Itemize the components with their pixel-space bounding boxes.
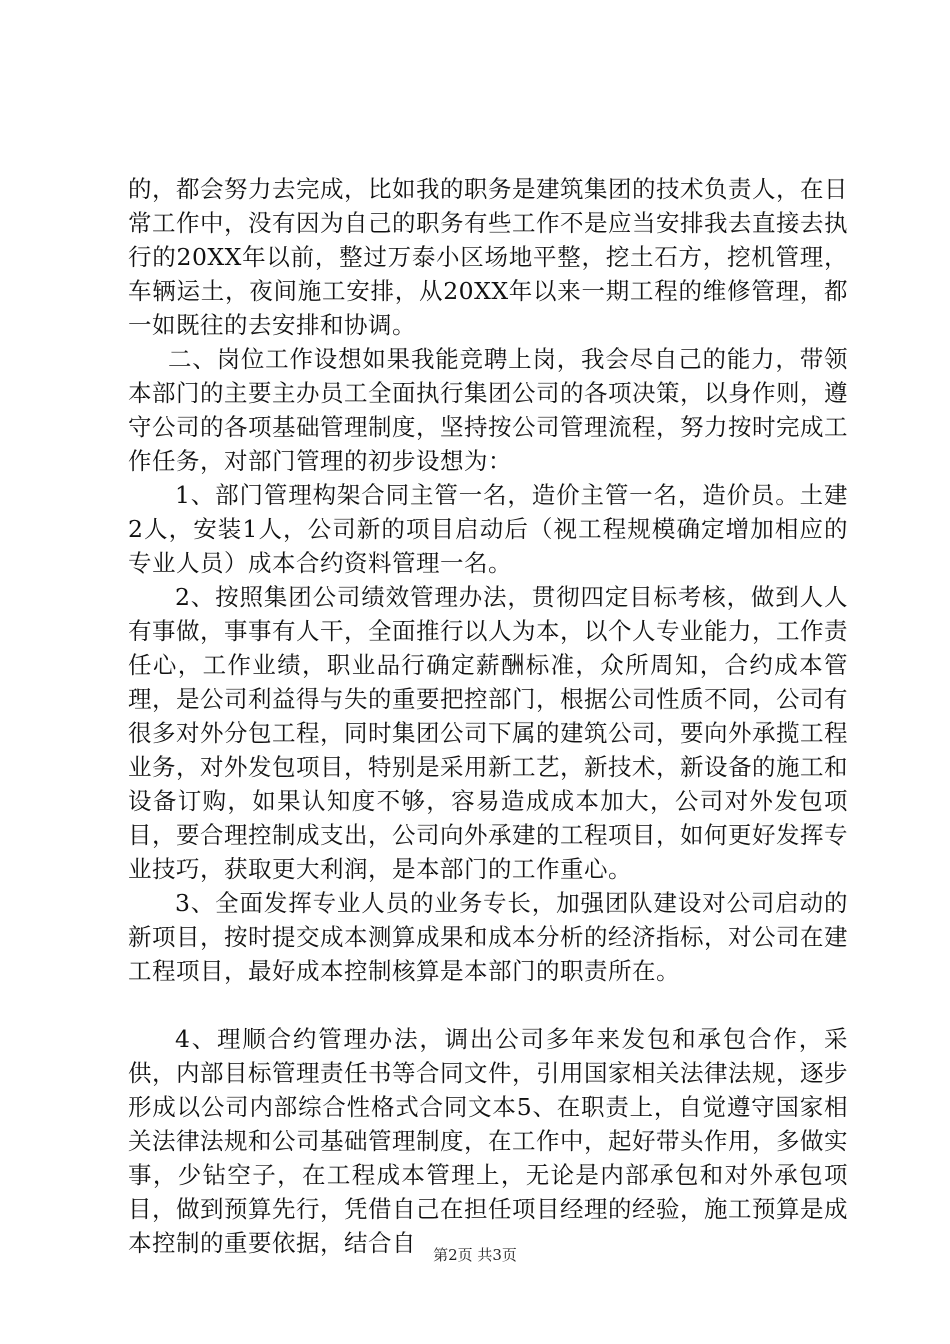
paragraph-continuation: 的，都会努力去完成，比如我的职务是建筑集团的技术负责人，在日常工作中，没有因为自己的职务有些工作不是应当安排我去直接去执行的20XX年以前，整过万泰小区场地平整，挖土石方，挖机管理，车辆运土，夜间施工安排，从20XX年以来一期工程的维修管理，都一如既往的去安排和协调。 [128, 175, 848, 339]
document-body [128, 172, 848, 1260]
paragraph-item-2: 2、按照集团公司绩效管理办法，贯彻四定目标考核，做到人人有事做，事事有人干，全面推行以人为本，以个人专业能力，工作责任心，工作业绩，职业品行确定薪酬标准，众所周知，合约成本管理，是公司利益得与失的重要把控部门，根据公司性质不同，公司有很多对外分包工程，同时集团公司下属的建筑公司，要向外承揽工程业务，对外发包项目，特别是采用新工艺，新技术，新设备的施工和设备订购，如果认知度不够，容易造成成本加大，公司对外发包项目，要合理控制成支出，公司向外承建的工程项目，如何更好发挥专业技巧，获取更大利润，是本部门的工作重心。 [128, 583, 848, 883]
paragraph-item-1: 1、部门管理构架合同主管一名，造价主管一名，造价员。土建2人，安装1人，公司新的项目启动后（视工程规模确定增加相应的专业人员）成本合约资料管理一名。 [128, 481, 848, 577]
paragraph-gap [128, 988, 848, 1022]
paragraph-item-4: 4、理顺合约管理办法，调出公司多年来发包和承包合作，采供，内部目标管理责任书等合同文件，引用国家相关法律法规，逐步形成以公司内部综合性格式合同文本5、在职责上，自觉遵守国家相关法律法规和公司基础管理制度，在工作中，起好带头作用，多做实事，少钻空子，在工程成本管理上，无论是内部承包和对外承包项目，做到预算先行，凭借自己在担任项目经理的经验，施工预算是成本控制的重要依据，结合自 [128, 1025, 848, 1257]
page-footer: 第2页 共3页 [433, 1246, 517, 1264]
paragraph-job-plan: 二、岗位工作设想如果我能竞聘上岗，我会尽自己的能力，带领本部门的主要主办员工全面执行集团公司的各项决策，以身作则，遵守公司的各项基础管理制度，坚持按公司管理流程，努力按时完成工作任务，对部门管理的初步设想为： [128, 345, 848, 475]
paragraph-item-3: 3、全面发挥专业人员的业务专长，加强团队建设对公司启动的新项目，按时提交成本测算成果和成本分析的经济指标，对公司在建工程项目，最好成本控制核算是本部门的职责所在。 [128, 889, 848, 985]
